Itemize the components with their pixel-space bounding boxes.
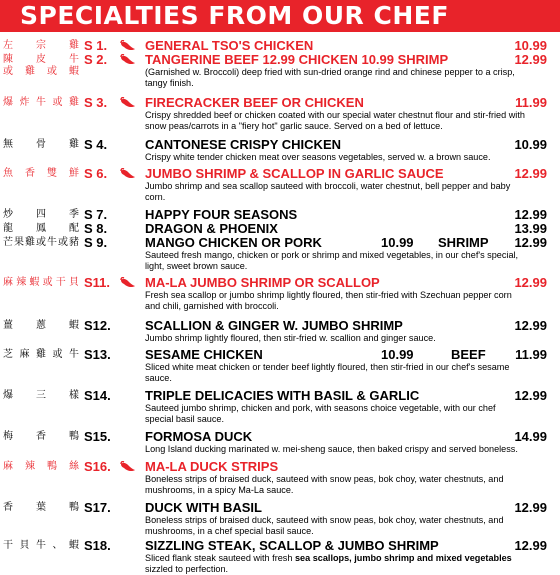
page-title: SPECIALTIES FROM OUR CHEF xyxy=(20,1,449,30)
menu-item xyxy=(0,460,560,500)
item-price: 11.99 xyxy=(515,95,547,110)
item-name: DRAGON & PHOENIX xyxy=(145,221,278,236)
item-code: S14. xyxy=(84,388,111,403)
item-name: FORMOSA DUCK xyxy=(145,429,253,444)
item-price: 12.99 xyxy=(514,207,547,222)
item-name: TRIPLE DELICACIES WITH BASIL & GARLIC xyxy=(145,388,420,403)
item-price: 12.99 xyxy=(514,166,547,181)
item-code: S18. xyxy=(84,538,111,553)
item-description: Long Island ducking marinated w. mei-sheng sauce, then baked crispy and served boneless. xyxy=(145,444,518,455)
header-banner xyxy=(0,0,560,32)
item-name: DUCK WITH BASIL xyxy=(145,500,262,515)
chili-pepper-icon xyxy=(120,54,136,65)
item-code: S 7. xyxy=(84,207,108,222)
chinese-name: 無 骨 雞 xyxy=(3,139,79,150)
item-name: TANGERINE BEEF 12.99 CHICKEN 10.99 SHRIMP xyxy=(145,52,449,67)
item-price: 10.99 xyxy=(514,137,547,152)
menu-item xyxy=(0,276,560,318)
item-title-line xyxy=(145,222,547,236)
item-title-line xyxy=(145,319,547,333)
chinese-name: 左 宗 雞 xyxy=(3,40,79,51)
item-code: S15. xyxy=(84,429,111,444)
chinese-name: 薑 蔥 蝦 xyxy=(3,320,79,331)
item-description: Crispy shredded beef or chicken coated with our special water chestnut flour and stir-fried with snow peas/carrots in a "fiery hot" garlic sauce. Served on a bed of lettuce. xyxy=(145,110,525,132)
chinese-name: 梅 香 鴨 xyxy=(3,431,79,442)
item-description: Sauteed fresh mango, chicken or pork or shrimp and mixed vegetables, in our chef's special, light, sweet brown sauce. xyxy=(145,250,519,272)
menu-item xyxy=(0,222,560,236)
chinese-name: 麻辣蝦或干貝 xyxy=(3,277,79,288)
item-title-line xyxy=(145,389,547,403)
item-title-line xyxy=(145,430,547,444)
item-title-line xyxy=(145,53,547,67)
description-tail: sizzled to perfection. xyxy=(145,564,229,575)
item-description: Sliced white meat chicken or tender beef lightly floured, then stir-fried in our chef's sesame sauce. xyxy=(145,362,510,384)
item-alt-label: BEEF xyxy=(451,347,486,362)
menu-item xyxy=(0,430,560,460)
chinese-name: 炒 四 季 xyxy=(3,209,79,220)
chinese-name: 陳 皮 牛 或 雞 或 蝦 xyxy=(3,54,79,77)
chili-pepper-icon xyxy=(120,461,136,472)
menu-item xyxy=(0,348,560,388)
item-price: 12.99 xyxy=(514,275,547,290)
item-code: S 1. xyxy=(84,38,108,53)
item-title-line xyxy=(145,501,547,515)
item-description: Jumbo shrimp lightly floured, then stir-fried w. scallion and ginger sauce. xyxy=(145,333,436,344)
item-title-line xyxy=(145,276,547,290)
item-description: Sauteed jumbo shrimp, chicken and pork, with seasons choice vegetable, with our chef special basil sauce. xyxy=(145,403,496,425)
menu-item xyxy=(0,236,560,274)
item-name: JUMBO SHRIMP & SCALLOP IN GARLIC SAUCE xyxy=(145,166,444,181)
item-name: MA-LA JUMBO SHRIMP OR SCALLOP xyxy=(145,275,380,290)
item-price: 12.99 xyxy=(514,52,547,67)
item-code: S13. xyxy=(84,347,111,362)
item-code: S 6. xyxy=(84,166,108,181)
menu-item xyxy=(0,501,560,539)
item-title-line xyxy=(145,138,547,152)
item-name: CANTONESE CRISPY CHICKEN xyxy=(145,137,341,152)
item-title-line xyxy=(145,167,547,181)
item-title-line xyxy=(145,39,547,53)
description-text: Sliced flank steak sauteed with fresh xyxy=(145,553,295,564)
item-price: 12.99 xyxy=(514,538,547,553)
item-title-line xyxy=(145,460,547,474)
item-title-line xyxy=(145,208,547,222)
chinese-name: 芒果雞或牛或豬 xyxy=(3,237,79,248)
item-name: SIZZLING STEAK, SCALLOP & JUMBO SHRIMP xyxy=(145,538,439,553)
item-code: S 3. xyxy=(84,95,108,110)
item-description: Jumbo shrimp and sea scallop sauteed with broccoli, water chestnut, bell pepper and baby corn. xyxy=(145,181,511,203)
menu-item xyxy=(0,138,560,166)
item-description: (Garnished w. Broccoli) deep fried with sun-dried orange rind and chinese pepper to a crisp, tangy finish. xyxy=(145,67,515,89)
item-name: MANGO CHICKEN OR PORK xyxy=(145,235,322,250)
item-title-line xyxy=(145,96,547,110)
item-code: S16. xyxy=(84,459,111,474)
item-description xyxy=(145,553,525,575)
item-description: Boneless strips of braised duck, sauteed with snow peas, bok choy, water chestnuts, and mushrooms, in a spicy Ma-La sauce. xyxy=(145,474,504,496)
chinese-name: 魚 香 雙 鮮 xyxy=(3,168,79,179)
item-code: S 4. xyxy=(84,137,108,152)
item-code: S 2. xyxy=(84,52,108,67)
chinese-name: 干貝牛、蝦 xyxy=(3,540,79,551)
chinese-name: 爆 三 樣 xyxy=(3,390,79,401)
chili-pepper-icon xyxy=(120,40,136,51)
menu-item xyxy=(0,208,560,222)
item-price: 11.99 xyxy=(515,347,547,362)
menu-item xyxy=(0,167,560,207)
chili-pepper-icon xyxy=(120,277,136,288)
description-highlight: sea scallops, jumbo shrimp and mixed vegetables xyxy=(294,553,512,564)
item-price: 14.99 xyxy=(514,429,547,444)
item-name: MA-LA DUCK STRIPS xyxy=(145,459,279,474)
item-code: S17. xyxy=(84,500,111,515)
menu-item xyxy=(0,53,560,95)
menu-item xyxy=(0,539,560,575)
item-price: 12.99 xyxy=(514,235,547,250)
menu-item xyxy=(0,96,560,136)
item-price: 12.99 xyxy=(514,318,547,333)
chinese-name: 爆 炸 牛 或 雞 xyxy=(3,97,79,108)
item-code: S 9. xyxy=(84,235,108,250)
menu-item xyxy=(0,319,560,347)
item-title-line xyxy=(145,348,547,362)
item-description: Fresh sea scallop or jumbo shrimp lightly floured, then stir-fried with Szechuan pepper corn and chili, garnished with broccoli. xyxy=(145,290,512,312)
menu-item xyxy=(0,39,560,53)
menu-item xyxy=(0,389,560,429)
item-price: 12.99 xyxy=(514,388,547,403)
chinese-name: 香 葉 鴨 xyxy=(3,502,79,513)
item-mid-price: 10.99 xyxy=(381,347,414,362)
item-name: GENERAL TSO'S CHICKEN xyxy=(145,38,314,53)
item-mid-price: 10.99 xyxy=(381,235,414,250)
chili-pepper-icon xyxy=(120,97,136,108)
item-title-line xyxy=(145,539,547,553)
chinese-name: 芝麻雞或牛 xyxy=(3,349,79,360)
chinese-name: 麻 辣 鴨 絲 xyxy=(3,461,79,472)
item-code: S12. xyxy=(84,318,111,333)
item-description: Boneless strips of braised duck, sauteed with snow peas, bok choy, water chestnuts, and mushrooms, in a chef special basil sauce. xyxy=(145,515,504,537)
item-alt-label: SHRIMP xyxy=(438,235,489,250)
item-name: SCALLION & GINGER W. JUMBO SHRIMP xyxy=(145,318,403,333)
item-price: 10.99 xyxy=(514,38,547,53)
item-code: S11. xyxy=(84,275,111,290)
item-title-line xyxy=(145,236,547,250)
item-code: S 8. xyxy=(84,221,108,236)
item-name: HAPPY FOUR SEASONS xyxy=(145,207,298,222)
item-price: 13.99 xyxy=(514,221,547,236)
chinese-name: 龍 鳳 配 xyxy=(3,223,79,234)
item-name: FIRECRACKER BEEF OR CHICKEN xyxy=(145,95,364,110)
chili-pepper-icon xyxy=(120,168,136,179)
item-name: SESAME CHICKEN xyxy=(145,347,263,362)
item-price: 12.99 xyxy=(514,500,547,515)
item-description: Crispy white tender chicken meat over seasons vegetables, served w. a brown sauce. xyxy=(145,152,491,163)
